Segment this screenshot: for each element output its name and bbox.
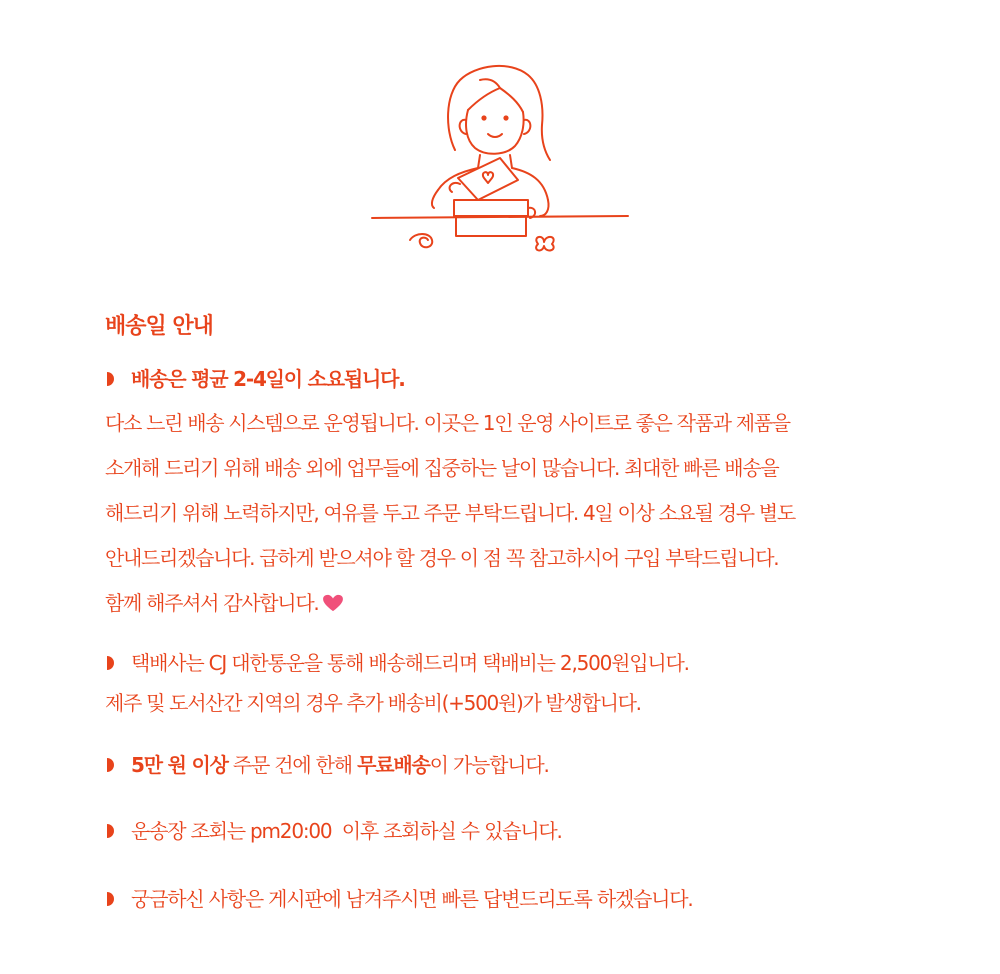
paragraph-line: 다소 느린 배송 시스템으로 운영됩니다. 이곳은 1인 운영 사이트로 좋은 작품과 제품을 [105,411,790,435]
bullet-text-tail: 이 가능합니다. [429,753,549,777]
paragraph-line-thanks [105,581,905,626]
bullet-text: 택배사는 CJ 대한통운을 통해 배송해드리며 택배비는 2,500원입니다. [131,651,689,675]
bullet-text: 궁금하신 사항은 게시판에 남겨주시면 빠른 답변드리도록 하겠습니다. [131,887,693,911]
heart-icon [322,594,344,612]
paragraph-line: 안내드리겠습니다. 급하게 받으셔야 할 경우 이 점 꼭 참고하시어 구입 부탁드립니다. [105,546,779,570]
bullet-average-shipping [105,364,905,394]
bullet-tracking [105,816,905,846]
paragraph-line: 해드리기 위해 노력하지만, 여유를 두고 주문 부탁드립니다. 4일 이상 소요될 경우 별도 [105,501,795,525]
bullet-half-circle-icon [105,655,115,671]
bullet-inquiry [105,884,905,914]
shipping-info-section [105,312,905,914]
bullet-half-circle-icon [105,371,115,387]
paragraph-line: 소개해 드리기 위해 배송 외에 업무들에 집중하는 날이 많습니다. 최대한 빠른 배송을 [105,456,779,480]
bullet-courier [105,648,905,678]
free-shipping-threshold: 5만 원 이상 [131,753,228,777]
bullet-text: 운송장 조회는 pm20:00 이후 조회하실 수 있습니다. [131,819,562,843]
thanks-text: 함께 해주셔서 감사합니다. [105,591,319,615]
bullet-free-shipping [105,750,905,780]
bullet-half-circle-icon [105,757,115,773]
free-shipping-label: 무료배송 [357,753,430,777]
bullet-half-circle-icon [105,823,115,839]
shipping-explanation-paragraph [105,401,905,626]
section-title: 배송일 안내 [105,314,213,339]
bullet-sub-text: 제주 및 도서산간 지역의 경우 추가 배송비(+500원)가 발생합니다. [105,691,641,715]
bullet-half-circle-icon [105,891,115,907]
person-opening-gift-box-illustration [360,40,640,270]
bullet-text-mid: 주문 건에 한해 [227,753,358,777]
bullet-text: 배송은 평균 2-4일이 소요됩니다. [131,367,405,391]
